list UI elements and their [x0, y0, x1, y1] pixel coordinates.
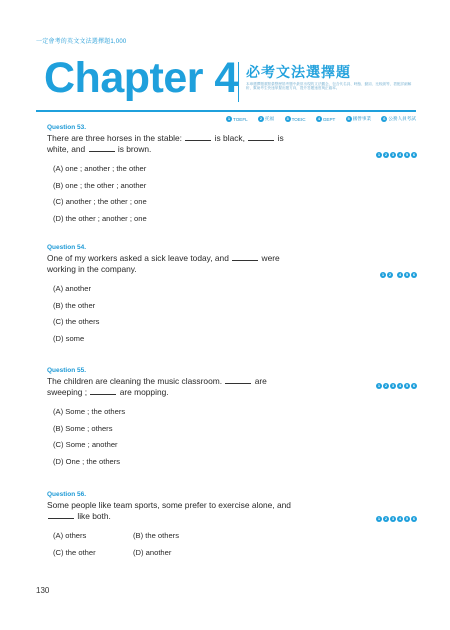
legend-item: 1 TOEFL — [227, 116, 248, 122]
answer-option-d[interactable]: (D) the other ; another ; one — [53, 213, 147, 223]
running-header: 一定會考的英文文法選擇題1,000 — [36, 39, 127, 45]
chapter-header — [36, 56, 416, 108]
question-label: Question 54. — [47, 244, 87, 251]
question-label: Question 55. — [47, 367, 87, 374]
answer-option-a[interactable]: (A) Some ; the others — [53, 407, 126, 416]
answer-option-c[interactable]: (C) the other — [53, 547, 96, 557]
question-stem: One of my workers asked a sick leave today, and were working in the company. — [47, 253, 280, 274]
exam-badges — [376, 516, 417, 522]
exam-badge: 1 — [377, 516, 381, 521]
legend-item: 6 公務人員考試 — [383, 116, 416, 121]
answer-options — [47, 281, 417, 347]
answer-option-d[interactable]: (D) One ; the others — [53, 456, 121, 466]
exam-badge: 2 — [384, 383, 388, 388]
page-number: 130 — [36, 586, 50, 595]
exam-badge: 1 — [377, 383, 381, 388]
answer-option-b[interactable]: (B) the other — [53, 300, 96, 310]
exam-badge: 4 — [398, 516, 402, 521]
question-56 — [47, 491, 417, 561]
exam-badge: 5 — [405, 152, 409, 157]
answer-option-c[interactable]: (C) the others — [53, 317, 100, 326]
chapter-description: 本章選擇題重點彙整歷屆考題中最常出現的文法觀念，包含代名詞、時態、動詞、比較級等，搭配詳細解析，幫助考生快速掌握出題方向，提升答題速度與正確率。 — [246, 82, 412, 91]
legend-item: 2 托福 — [259, 116, 275, 121]
exam-badge: 5 — [405, 272, 409, 277]
answer-blank — [185, 133, 211, 141]
answer-options — [47, 528, 417, 561]
exam-badge: 4 — [398, 383, 402, 388]
answer-option-a[interactable]: (A) one ; another ; the other — [53, 164, 147, 173]
chapter-title: Chapter 4 — [44, 54, 238, 102]
question-label: Question 56. — [47, 491, 87, 498]
exam-badge: 6 — [412, 272, 416, 277]
exam-badge: 3 — [391, 516, 395, 521]
exam-badges — [380, 272, 417, 278]
exam-badge: 3 — [391, 152, 395, 157]
header-divider — [238, 62, 239, 102]
answer-blank — [248, 133, 274, 141]
exam-badge: 5 — [405, 516, 409, 521]
question-stem: There are three horses in the stable: is black, is white, and is brown. — [47, 133, 284, 154]
exam-badge: 6 — [412, 383, 416, 388]
header-rule — [36, 110, 416, 112]
chapter-subtitle: 必考文法選擇題 — [246, 64, 351, 80]
exam-badge: 6 — [412, 152, 416, 157]
exam-badge: 6 — [412, 516, 416, 521]
exam-badge: 4 — [398, 272, 402, 277]
answer-blank — [48, 511, 74, 519]
question-54 — [47, 244, 417, 347]
answer-option-b[interactable]: (B) Some ; others — [53, 423, 113, 433]
exam-badge: 1 — [381, 272, 385, 277]
exam-badge: 2 — [384, 516, 388, 521]
legend-item: 5 國營事業 — [347, 116, 372, 121]
answer-option-a[interactable]: (A) others — [53, 531, 87, 540]
answer-blank — [89, 144, 115, 152]
exam-badge: 1 — [377, 152, 381, 157]
answer-options — [47, 161, 417, 227]
exam-badge: 5 — [405, 383, 409, 388]
question-stem: The children are cleaning the music classroom. are sweeping ; are mopping. — [47, 376, 267, 397]
exam-badge: 2 — [384, 152, 388, 157]
answer-option-d[interactable]: (D) some — [53, 333, 85, 343]
answer-blank — [225, 376, 251, 384]
question-stem: Some people like team sports, some prefer to exercise alone, and like both. — [47, 500, 291, 521]
answer-options — [47, 404, 417, 470]
answer-option-a[interactable]: (A) another — [53, 284, 91, 293]
answer-option-c[interactable]: (C) Some ; another — [53, 440, 118, 449]
legend-item: 3 TOEIC — [286, 116, 306, 122]
answer-option-c[interactable]: (C) another ; the other ; one — [53, 197, 147, 206]
exam-legend — [226, 116, 416, 122]
exam-badge: 4 — [398, 152, 402, 157]
exam-badges — [376, 152, 417, 158]
answer-blank — [90, 387, 116, 395]
exam-badges — [376, 383, 417, 389]
question-53 — [47, 124, 417, 227]
exam-badge: 3 — [391, 383, 395, 388]
question-label: Question 53. — [47, 124, 87, 131]
exam-badge: 2 — [388, 272, 392, 277]
answer-option-d[interactable]: (D) another — [133, 547, 172, 557]
question-55 — [47, 367, 417, 470]
answer-option-b[interactable]: (B) the others — [133, 531, 180, 540]
answer-blank — [232, 253, 258, 261]
answer-option-b[interactable]: (B) one ; the other ; another — [53, 180, 147, 190]
legend-item: 4 GEPT — [317, 116, 336, 122]
